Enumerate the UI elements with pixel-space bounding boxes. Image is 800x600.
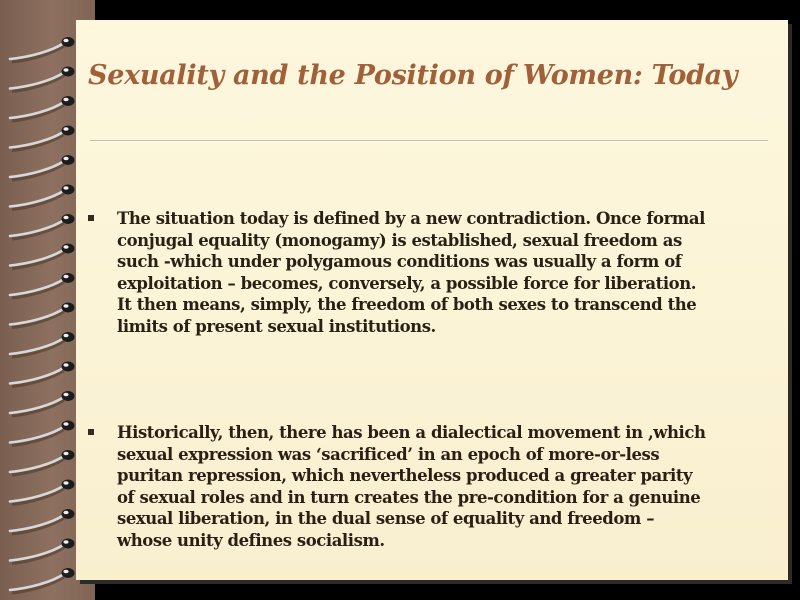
spiral-ring-icon [10,155,75,180]
spiral-ring-icon [10,391,75,416]
spiral-ring-icon [10,539,75,564]
square-bullet-icon [88,215,94,221]
spiral-ring-icon [10,480,75,505]
spiral-ring-icon [10,67,75,92]
spiral-ring-icon [10,303,75,328]
spiral-ring-icon [10,96,75,121]
slide-title: Sexuality and the Position of Women: Today [88,60,738,91]
bullet-text: The situation today is defined by a new contradiction. Once formal conjugal equality (monogamy) is established, sexual freedom as such -which under polygamous conditions was usually a form of exploitation – becomes, conversely, a possible force for liberation. It then means, simply, the freedom of both sexes to transcend the limits of present sexual institutions. [117,209,705,336]
spiral-ring-icon [10,421,75,446]
spiral-ring-icon [10,273,75,298]
spiral-ring-icon [10,509,75,534]
bullet-text: Historically, then, there has been a dialectical movement in ,which sexual expression was ‘sacrificed’ in an epoch of more-or-less puritan repression, which nevertheless produced a greater parity of sexual roles and in turn creates the pre-condition for a genuine sexual liberation, in the dual sense of equality and freedom – whose unity defines socialism. [117,423,706,550]
spiral-ring-icon [10,450,75,475]
spiral-ring-icon [10,568,75,593]
spiral-binding-rings [0,0,100,600]
spiral-ring-icon [10,244,75,269]
spiral-ring-icon [10,214,75,239]
title-divider [90,140,768,142]
spiral-ring-icon [10,185,75,210]
spiral-ring-icon [10,362,75,387]
spiral-ring-icon [10,126,75,151]
spiral-ring-icon [10,332,75,357]
square-bullet-icon [88,429,94,435]
spiral-ring-icon [10,37,75,62]
